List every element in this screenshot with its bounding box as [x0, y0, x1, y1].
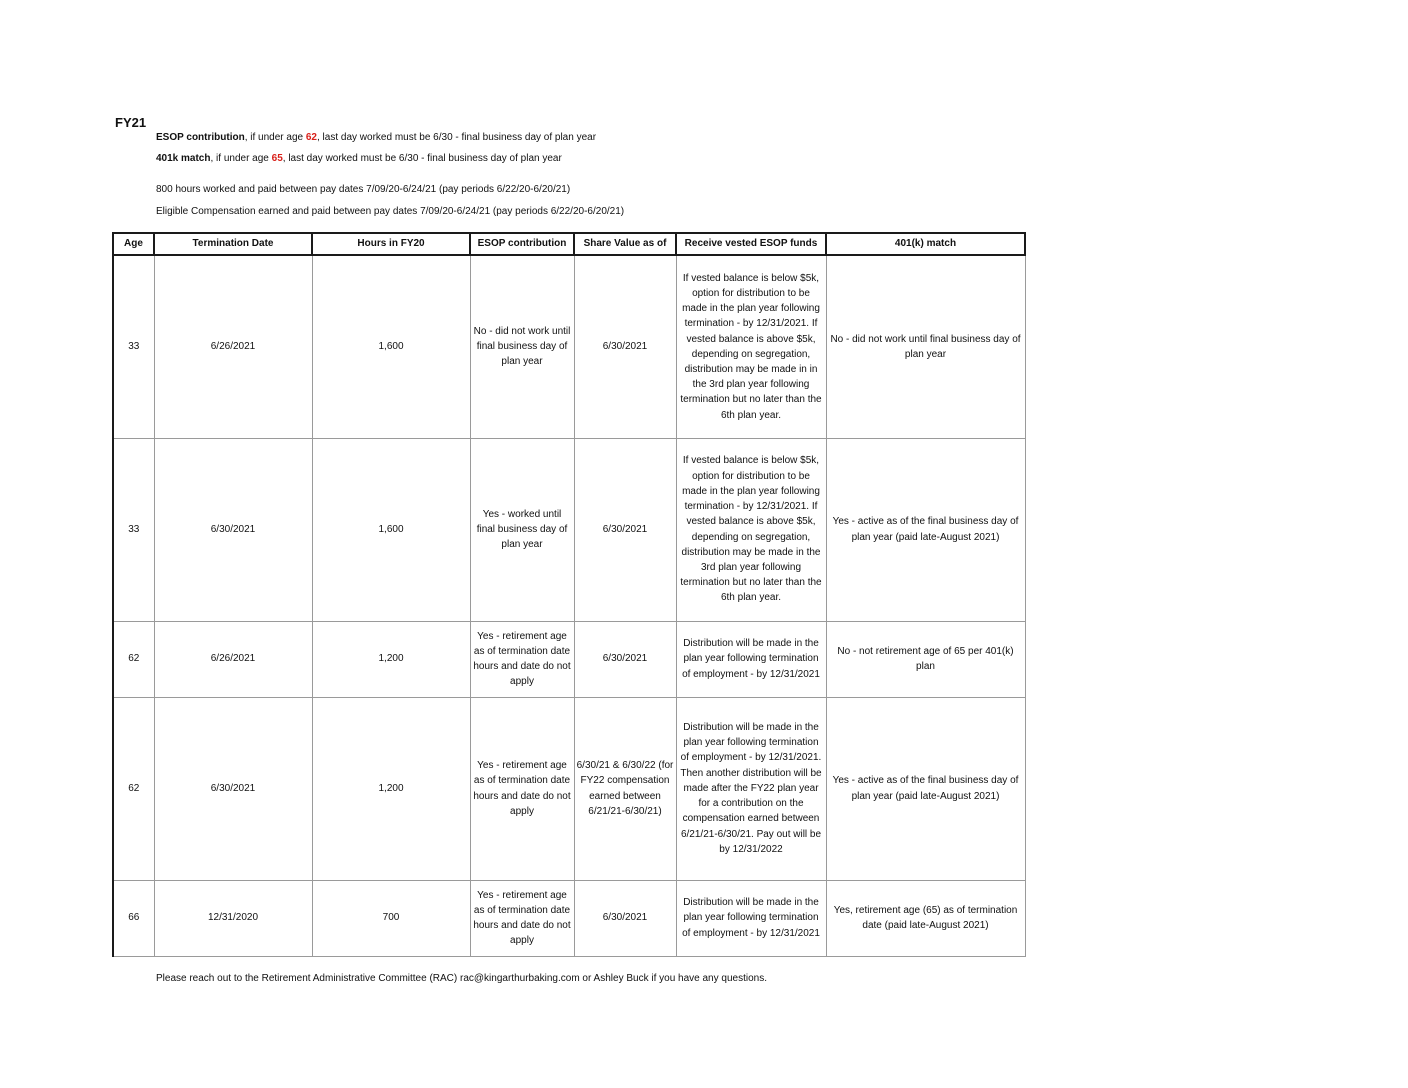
age-cell: 66 [113, 880, 154, 956]
401k-rule-prefix: , if under age [210, 153, 272, 164]
401k-match-cell: No - did not work until final business day of plan year [826, 255, 1025, 438]
table-row [113, 255, 1025, 438]
table-row [113, 697, 1025, 880]
table-header-row [113, 233, 1025, 255]
share-value-cell: 6/30/2021 [574, 438, 676, 621]
termination-date-cell: 12/31/2020 [154, 880, 312, 956]
401k-match-cell: Yes - active as of the final business day of plan year (paid late-August 2021) [826, 697, 1025, 880]
age-cell: 62 [113, 697, 154, 880]
esop-contribution-cell: No - did not work until final business day of plan year [470, 255, 574, 438]
401k-rule-text: , last day worked must be 6/30 - final business day of plan year [282, 153, 562, 164]
termination-date-cell: 6/26/2021 [154, 621, 312, 697]
hours-cell: 1,200 [312, 697, 470, 880]
table-row [113, 438, 1025, 621]
compensation-requirement-note: Eligible Compensation earned and paid between pay dates 7/09/20-6/24/21 (pay periods 6/22/20-6/20/21) [156, 206, 625, 217]
share-value-cell: 6/30/2021 [574, 880, 676, 956]
401k-rule-label: 401k match [156, 153, 211, 164]
header-vested-esop-funds: Receive vested ESOP funds [676, 233, 826, 255]
contact-footer: Please reach out to the Retirement Administrative Committee (RAC) rac@kingarthurbaking.com or Ashley Buck if you have any questions. [156, 973, 767, 984]
hours-requirement-note: 800 hours worked and paid between pay dates 7/09/20-6/24/21 (pay periods 6/22/20-6/20/21) [156, 184, 571, 195]
vested-funds-cell: If vested balance is below $5k, option for distribution to be made in the plan year following termination - by 12/31/2021. If vested balance is above $5k, depending on segregation, distribution may be made in the 3rd plan year following termination but no later than the 6th plan year. [676, 438, 826, 621]
401k-match-cell: Yes - active as of the final business day of plan year (paid late-August 2021) [826, 438, 1025, 621]
vested-funds-cell: Distribution will be made in the plan year following termination of employment - by 12/31/2021 [676, 880, 826, 956]
age-cell: 62 [113, 621, 154, 697]
termination-date-cell: 6/26/2021 [154, 255, 312, 438]
401k-match-cell: Yes, retirement age (65) as of termination date (paid late-August 2021) [826, 880, 1025, 956]
header-age: Age [113, 233, 154, 255]
esop-rule-age: 62 [305, 132, 317, 143]
table-row [113, 880, 1025, 956]
share-value-cell: 6/30/2021 [574, 621, 676, 697]
share-value-cell: 6/30/21 & 6/30/22 (for FY22 compensation earned between 6/21/21-6/30/21) [574, 697, 676, 880]
header-hours: Hours in FY20 [312, 233, 470, 255]
termination-date-cell: 6/30/2021 [154, 697, 312, 880]
vested-funds-cell: Distribution will be made in the plan year following termination of employment - by 12/31/2021 [676, 621, 826, 697]
age-cell: 33 [113, 255, 154, 438]
esop-rule-label: ESOP contribution [156, 132, 245, 143]
401k-match-cell: No - not retirement age of 65 per 401(k) plan [826, 621, 1025, 697]
page-title: FY21 [115, 115, 147, 130]
esop-rule-prefix: , if under age [244, 132, 306, 143]
esop-contribution-cell: Yes - retirement age as of termination date hours and date do not apply [470, 697, 574, 880]
esop-rule [156, 132, 596, 143]
header-esop-contribution: ESOP contribution [470, 233, 574, 255]
esop-contribution-cell: Yes - retirement age as of termination date hours and date do not apply [470, 621, 574, 697]
hours-cell: 1,600 [312, 255, 470, 438]
hours-cell: 1,600 [312, 438, 470, 621]
age-cell: 33 [113, 438, 154, 621]
esop-contribution-cell: Yes - worked until final business day of plan year [470, 438, 574, 621]
share-value-cell: 6/30/2021 [574, 255, 676, 438]
header-share-value: Share Value as of [574, 233, 676, 255]
table-row [113, 621, 1025, 697]
eligibility-table [112, 232, 1026, 957]
esop-contribution-cell: Yes - retirement age as of termination date hours and date do not apply [470, 880, 574, 956]
header-401k-match: 401(k) match [826, 233, 1025, 255]
hours-cell: 700 [312, 880, 470, 956]
401k-rule-age: 65 [271, 153, 283, 164]
hours-cell: 1,200 [312, 621, 470, 697]
vested-funds-cell: Distribution will be made in the plan year following termination of employment - by 12/31/2021. Then another distribution will be made after the FY22 plan year for a contribution on the compensation earned between 6/21/21-6/30/21. Pay out will be by 12/31/2022 [676, 697, 826, 880]
termination-date-cell: 6/30/2021 [154, 438, 312, 621]
header-termination-date: Termination Date [154, 233, 312, 255]
esop-rule-text: , last day worked must be 6/30 - final business day of plan year [317, 132, 597, 143]
401k-rule [156, 153, 562, 164]
vested-funds-cell: If vested balance is below $5k, option for distribution to be made in the plan year following termination - by 12/31/2021. If vested balance is above $5k, depending on segregation, distribution may be made in in the 3rd plan year following termination but no later than the 6th plan year. [676, 255, 826, 438]
